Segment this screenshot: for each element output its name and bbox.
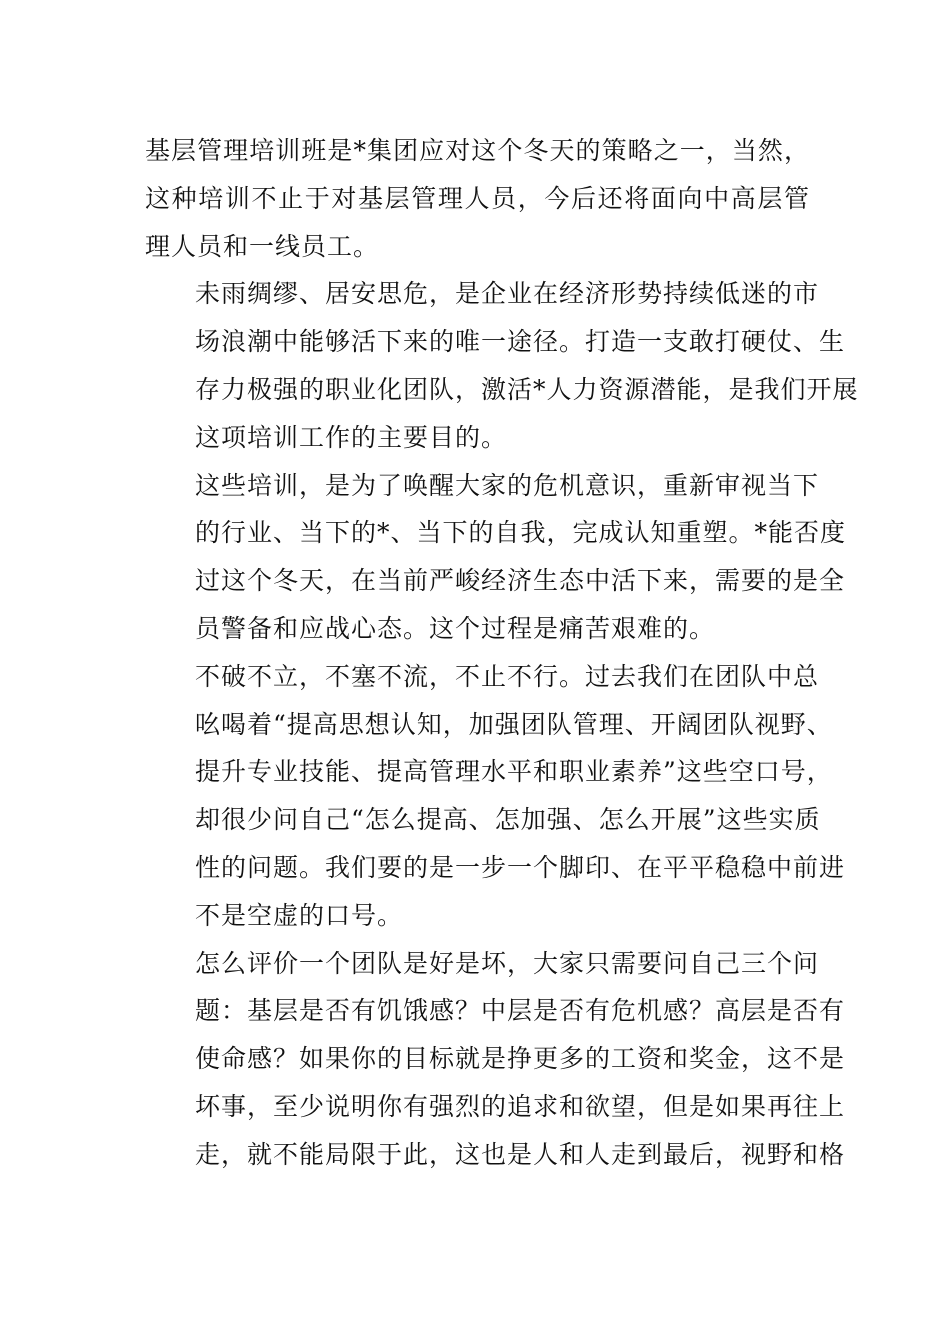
text-line: 不破不立，不塞不流，不止不行。过去我们在团队中总 [195, 661, 820, 691]
paragraph [145, 462, 847, 653]
text-line: 提升专业技能、提高管理水平和职业素养”这些空口号， [195, 757, 833, 787]
text-line: 的行业、当下的*、当下的自我，完成认知重塑。*能否度 [195, 518, 847, 548]
text-line: 基层管理培训班是*集团应对这个冬天的策略之一，当然， [145, 136, 810, 165]
text-line: 性的问题。我们要的是一步一个脚印、在平平稳稳中前进 [195, 852, 846, 882]
text-line: 场浪潮中能够活下来的唯一途径。打造一支敢打硬仗、生 [195, 327, 846, 357]
text-line: 理人员和一线员工。 [145, 231, 380, 261]
text-line: 这种培训不止于对基层管理人员，今后还将面向中高层管 [145, 183, 810, 213]
paragraph [145, 270, 859, 461]
text-line: 吆喝着“提高思想认知，加强团队管理、开阔团队视野、 [195, 709, 833, 739]
text-line: 不是空虚的口号。 [195, 900, 404, 930]
text-line: 题：基层是否有饥饿感？中层是否有危机感？高层是否有 [195, 996, 846, 1026]
text-line: 未雨绸缪、居安思危，是企业在经济形势持续低迷的市 [195, 279, 820, 309]
paragraph [145, 127, 810, 270]
text-line: 存力极强的职业化团队，激活*人力资源潜能，是我们开展 [195, 374, 859, 404]
text-line: 员警备和应战心态。这个过程是痛苦艰难的。 [195, 613, 716, 643]
text-line: 这些培训，是为了唤醒大家的危机意识，重新审视当下 [195, 470, 820, 500]
text-line: 怎么评价一个团队是好是坏，大家只需要问自己三个问 [195, 948, 820, 978]
text-line: 走，就不能局限于此，这也是人和人走到最后，视野和格 [195, 1139, 846, 1169]
paragraph [145, 940, 846, 1179]
text-line: 坏事，至少说明你有强烈的追求和欲望，但是如果再往上 [195, 1091, 846, 1121]
text-line: 过这个冬天，在当前严峻经济生态中活下来，需要的是全 [195, 566, 846, 596]
text-line: 这项培训工作的主要目的。 [195, 422, 508, 452]
text-line: 却很少问自己“怎么提高、怎加强、怎么开展”这些实质 [195, 805, 821, 835]
text-line: 使命感？如果你的目标就是挣更多的工资和奖金，这不是 [195, 1044, 846, 1074]
document-body [145, 127, 859, 1179]
paragraph [145, 653, 846, 940]
